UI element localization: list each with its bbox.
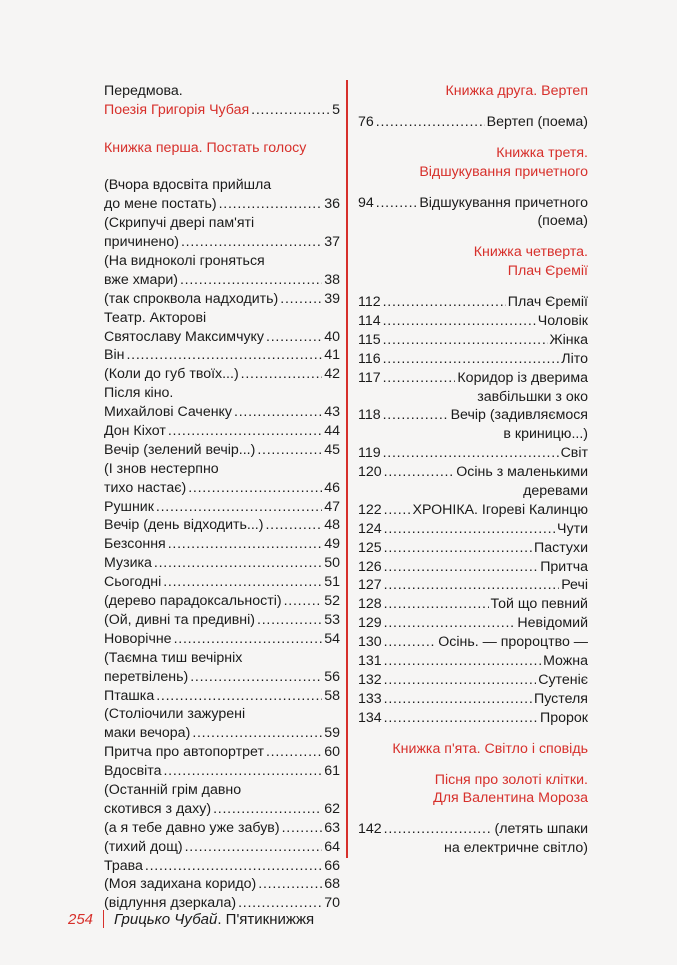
entry-title-line: ХРОНІКА. Ігореві Калинцю [412, 501, 588, 518]
entry-page-number: 119 [358, 445, 381, 462]
entry-row [104, 498, 340, 517]
toc-entry [104, 705, 340, 743]
toc-entry [358, 539, 588, 558]
entry-row [104, 328, 340, 347]
entry-title-line: скотився з даху) [104, 800, 212, 817]
toc-entry [358, 463, 588, 501]
entry-page-number: 52 [324, 593, 340, 610]
toc-entry [358, 690, 588, 709]
entry-title-line: Рушник [104, 498, 154, 515]
toc-entry [358, 652, 588, 671]
entry-title-line: Святославу Максимчуку [104, 328, 265, 345]
entry-row [104, 422, 340, 441]
toc-entry [358, 194, 588, 232]
entry-title-line: Той що певний [490, 596, 588, 613]
footer-separator [103, 910, 104, 928]
entry-title-line: Безсоння [104, 536, 166, 553]
toc-entry [104, 460, 340, 498]
entry-row [358, 331, 588, 350]
entry-page-number: 60 [324, 744, 340, 761]
toc-entry [358, 331, 588, 350]
entry-title-line: Вертеп (поема) [486, 113, 588, 130]
toc-entry [104, 384, 340, 422]
entry-row [358, 614, 588, 633]
entry-row [104, 724, 340, 743]
entry-title-line: (Таємна тиш вечірніх [104, 649, 243, 666]
entry-title-line: до мене постать) [104, 196, 217, 213]
entry-title-line: Плач Єремії [507, 294, 588, 311]
entry-row [104, 271, 340, 290]
entry-page-number: 134 [358, 709, 382, 726]
entry-page-number: 47 [324, 498, 340, 515]
entry-row [358, 820, 588, 839]
toc-entry-poetry [104, 101, 340, 120]
entry-title-line: Вечір (день відходить...) [104, 517, 264, 534]
toc-entry [104, 365, 340, 384]
entry-page-number: 125 [358, 539, 382, 556]
entry-title-line: Вечір (задивляємося [450, 407, 588, 424]
entry-title-line: на електричне світло) [443, 840, 588, 857]
entry-title-line: Пастухи [534, 539, 588, 556]
toc-entry [358, 113, 588, 132]
toc-entry [358, 671, 588, 690]
entry-page-number: 124 [358, 520, 382, 537]
entry-page-number: 54 [324, 630, 340, 647]
entry-row [104, 554, 340, 573]
entry-page-number: 76 [358, 113, 374, 130]
entry-row [104, 346, 340, 365]
entry-title-line: Жінка [549, 331, 588, 348]
entry-title-line: Можна [543, 653, 588, 670]
entry-row [104, 573, 340, 592]
entry-row [104, 743, 340, 762]
toc-entry [358, 312, 588, 331]
entry-title-line: Осінь з маленькими [456, 464, 588, 481]
toc-entry [104, 875, 340, 894]
entry-page-number: 118 [358, 407, 381, 424]
toc-entry [358, 633, 588, 652]
toc-entry [104, 762, 340, 781]
toc-entry [358, 444, 588, 463]
toc-entry [104, 176, 340, 214]
entry-row [358, 312, 588, 331]
entry-row [358, 520, 588, 539]
entry-title-line: в криницю...) [503, 426, 588, 443]
toc-entry [104, 687, 340, 706]
entry-page-number: 115 [358, 331, 381, 348]
toc-entry [358, 369, 588, 407]
entry-title-line: Музика [104, 555, 152, 572]
toc-entry [104, 838, 340, 857]
entry-row [104, 516, 340, 535]
book4-title: Книжка четверта. Плач Єремії [473, 244, 588, 280]
entry-page-number: 40 [324, 328, 340, 345]
entry-page-number: 117 [358, 369, 381, 386]
entry-row [104, 592, 340, 611]
footer-author: Грицько Чубай [114, 910, 218, 928]
entry-row [358, 406, 588, 425]
entry-page-number: 133 [358, 690, 382, 707]
entry-page-number: 132 [358, 671, 382, 688]
book4-entries [358, 293, 588, 727]
entry-page-number: 36 [324, 196, 340, 213]
entry-title-line: причинено) [104, 234, 179, 251]
entry-page-number: 44 [324, 423, 340, 440]
entry-row [104, 687, 340, 706]
entry-page-number: 39 [324, 290, 340, 307]
entry-row [358, 671, 588, 690]
entry-title-line: Вечір (зелений вечір...) [104, 441, 256, 458]
entry-title-line: Пустеля [534, 690, 588, 707]
entry-row [104, 479, 340, 498]
book2-title: Книжка друга. Вертеп [445, 83, 588, 99]
toc-entry [358, 595, 588, 614]
entry-title-line: тихо настає) [104, 479, 187, 496]
entry-title-line: Притча про автопортрет [104, 744, 264, 761]
entry-title-line: Речі [561, 577, 588, 594]
entry-title-line: Відшукування причетного [419, 194, 588, 211]
entry-page-number: 48 [324, 517, 340, 534]
entry-row [104, 668, 340, 687]
poetry-page: 5 [332, 101, 340, 118]
toc-entry [104, 857, 340, 876]
entry-title-line: Після кіно. [104, 385, 174, 402]
entry-title-line: Сутеніє [538, 671, 588, 688]
entry-page-number: 59 [324, 725, 340, 742]
toc-entry [358, 406, 588, 444]
toc-entry [358, 820, 588, 858]
entry-page-number: 127 [358, 577, 382, 594]
entry-row [358, 350, 588, 369]
entry-row [104, 611, 340, 630]
entry-title-line: (Моя задихана коридо) [104, 876, 257, 893]
entry-row [358, 633, 588, 652]
entry-row [104, 535, 340, 554]
entry-page-number: 58 [324, 687, 340, 704]
entry-title-line: Він [104, 347, 125, 364]
entry-title-line: (Останній грім давно [104, 781, 242, 798]
poetry-title: Поезія Григорія Чубая [104, 101, 250, 118]
toc-entry [358, 293, 588, 312]
entry-title-line: Новорічне [104, 630, 172, 647]
toc-right-column [358, 82, 588, 858]
entry-row [104, 800, 340, 819]
toc-left-column [104, 82, 340, 913]
book5-subtitle: Пісня про золоті клітки. Для Валентина Мороза [433, 771, 588, 807]
toc-entry [358, 501, 588, 520]
entry-title-line: (відлуння дзеркала) [104, 895, 237, 912]
toc-entry [104, 554, 340, 573]
entry-row [104, 630, 340, 649]
entry-row [104, 403, 340, 422]
toc-entry [104, 498, 340, 517]
entry-page-number: 38 [324, 271, 340, 288]
entry-row [358, 652, 588, 671]
entry-row [358, 576, 588, 595]
entry-title-line: Світ [560, 445, 588, 462]
entry-page-number: 120 [358, 464, 382, 481]
entry-page-number: 45 [324, 441, 340, 458]
toc-entry [104, 422, 340, 441]
entry-title-line: (тихий дощ) [104, 838, 183, 855]
entry-row [358, 539, 588, 558]
entry-row [104, 195, 340, 214]
entry-page-number: 49 [324, 536, 340, 553]
toc-entry [104, 781, 340, 819]
book3-entries [358, 194, 588, 232]
book1-entries [104, 176, 340, 913]
entry-title-line: Коридор із дверима [457, 369, 588, 386]
entry-page-number: 131 [358, 653, 382, 670]
entry-title-line: Вдосвіта [104, 763, 162, 780]
entry-page-number: 51 [324, 574, 340, 591]
book3-title: Книжка третя. Відшукування причетного [419, 144, 588, 180]
entry-page-number: 46 [324, 479, 340, 496]
toc-entry [358, 350, 588, 369]
entry-page-number: 114 [358, 313, 381, 330]
entry-page-number: 63 [324, 819, 340, 836]
entry-page-number: 126 [358, 558, 382, 575]
entry-row [358, 709, 588, 728]
toc-entry [104, 649, 340, 687]
entry-title-line: Чути [557, 520, 588, 537]
entry-page-number: 41 [324, 347, 340, 364]
entry-title-line: (І знов нестерпно [104, 460, 219, 477]
entry-page-number: 56 [324, 668, 340, 685]
entry-row [358, 595, 588, 614]
entry-title-line: вже хмари) [104, 271, 178, 288]
toc-entry [104, 516, 340, 535]
book5-entries [358, 820, 588, 858]
entry-page-number: 50 [324, 555, 340, 572]
toc-entry [104, 309, 340, 347]
entry-page-number: 66 [324, 857, 340, 874]
entry-page-number: 112 [358, 294, 381, 311]
entry-title-line: (Ой, дивні та предивні) [104, 611, 256, 628]
entry-page-number: 128 [358, 596, 382, 613]
entry-page-number: 43 [324, 404, 340, 421]
entry-row [358, 558, 588, 577]
toc-entry [104, 819, 340, 838]
entry-title-line: (летять шпаки [494, 821, 588, 838]
entry-title-line: (Скрипучі двері пам'яті [104, 215, 255, 232]
entry-title-line: деревами [523, 483, 588, 500]
page-footer [68, 910, 314, 928]
entry-page-number: 42 [324, 366, 340, 383]
page-number: 254 [68, 910, 94, 928]
book1-title: Книжка перша. Постать голосу [104, 139, 307, 156]
toc-entry [104, 441, 340, 460]
entry-row [104, 441, 340, 460]
entry-row [104, 233, 340, 252]
entry-row [358, 293, 588, 312]
entry-page-number: 37 [324, 234, 340, 251]
entry-title-line: (а я тебе давно уже забув) [104, 819, 280, 836]
entry-page-number: 122 [358, 501, 382, 518]
entry-page-number: 116 [358, 350, 381, 367]
toc-entry [104, 535, 340, 554]
entry-row [358, 369, 588, 388]
toc-entry [104, 573, 340, 592]
entry-page-number: 53 [324, 611, 340, 628]
entry-title-line: Осінь. — пророцтво — [438, 634, 588, 651]
entry-title-line: Пророк [540, 709, 588, 726]
entry-row [358, 113, 588, 132]
entry-row [358, 463, 588, 482]
entry-row [358, 444, 588, 463]
entry-row [104, 857, 340, 876]
toc-entry [104, 346, 340, 365]
toc-entry [104, 252, 340, 290]
footer-book-title: . П'ятикнижжя [217, 910, 315, 928]
entry-row [358, 690, 588, 709]
entry-title-line: Дон Кіхот [104, 423, 166, 440]
entry-title-line: Михайлові Саченку [104, 404, 233, 421]
entry-title-line: Сьогодні [104, 574, 162, 591]
entry-title-line: Невідомий [517, 615, 588, 632]
entry-page-number: 94 [358, 194, 374, 211]
entry-title-line: Чоловік [537, 313, 588, 330]
entry-row [104, 365, 340, 384]
entry-title-line: (Вчора вдосвіта прийшла [104, 177, 272, 194]
toc-entry [104, 290, 340, 309]
preface-label: Передмова. [104, 83, 183, 99]
entry-title-line: Трава [104, 857, 143, 874]
entry-page-number: 129 [358, 615, 382, 632]
entry-row [104, 875, 340, 894]
entry-row [358, 194, 588, 213]
entry-page-number: 62 [324, 800, 340, 817]
entry-title-line: завбільшки з око [477, 388, 588, 405]
entry-title-line: Літо [561, 350, 588, 367]
entry-title-line: Пташка [104, 687, 155, 704]
entry-title-line: (Коли до губ твоїх...) [104, 366, 239, 383]
entry-page-number: 142 [358, 821, 382, 838]
entry-title-line: (На видноколі гроняться [104, 253, 265, 270]
entry-row [104, 838, 340, 857]
toc-entry [104, 611, 340, 630]
entry-title-line: (так спроквола надходить) [104, 290, 279, 307]
entry-title-line: перетвілень) [104, 668, 189, 685]
entry-title-line: (дерево парадоксальності) [104, 593, 282, 610]
entry-title-line: Притча [540, 558, 588, 575]
entry-page-number: 130 [358, 634, 382, 651]
column-divider [346, 80, 348, 858]
entry-title-line: (Століочили зажурені [104, 706, 246, 723]
entry-page-number: 64 [324, 838, 340, 855]
book2-entries [358, 113, 588, 132]
toc-entry [358, 520, 588, 539]
toc-entry [104, 743, 340, 762]
entry-title-line: (поема) [537, 213, 588, 230]
entry-row [104, 819, 340, 838]
toc-entry [358, 709, 588, 728]
toc-entry [358, 558, 588, 577]
entry-title-line: маки вечора) [104, 725, 191, 742]
entry-row [104, 290, 340, 309]
book5-title: Книжка п'ята. Світло і сповідь [392, 740, 588, 757]
entry-row [104, 762, 340, 781]
toc-entry [104, 630, 340, 649]
entry-page-number: 70 [324, 895, 340, 912]
toc-entry [358, 576, 588, 595]
entry-page-number: 68 [324, 876, 340, 893]
toc-entry [104, 214, 340, 252]
entry-title-line: Театр. Акторові [104, 309, 207, 326]
toc-entry [358, 614, 588, 633]
entry-row [358, 501, 588, 520]
entry-page-number: 61 [324, 763, 340, 780]
toc-entry [104, 592, 340, 611]
